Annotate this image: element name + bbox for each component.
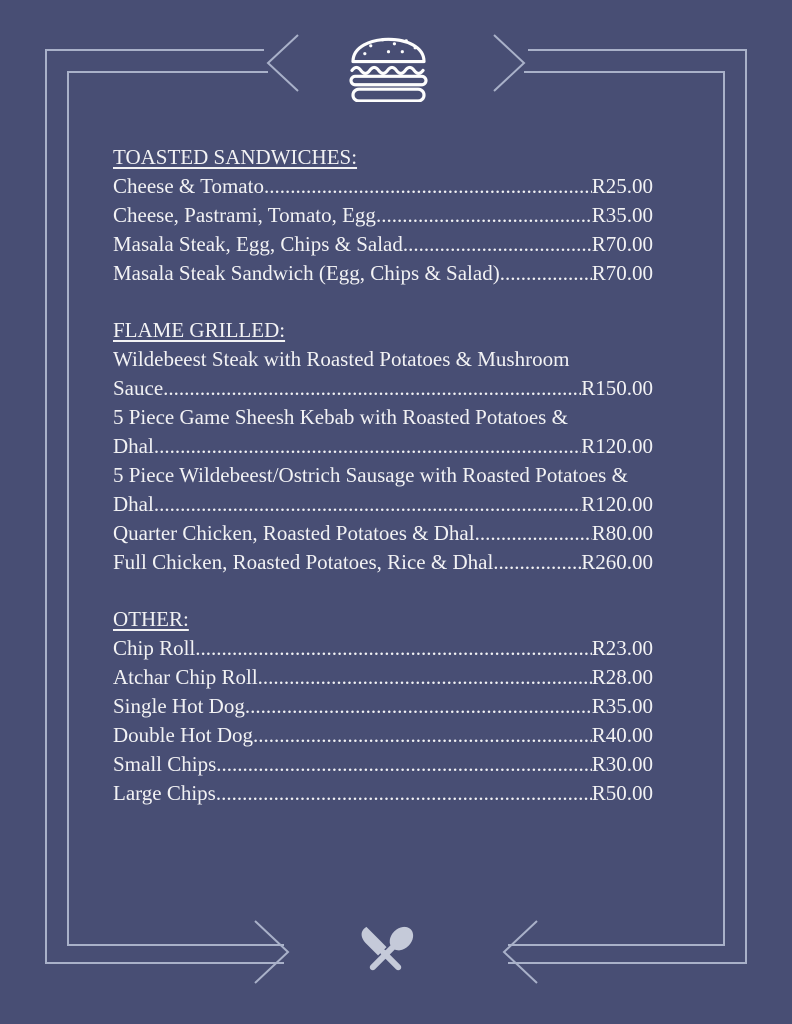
menu-item-row [113, 259, 653, 288]
dot-leader [154, 432, 581, 461]
menu-item-label: Dhal [113, 434, 154, 458]
menu-item-label: Sauce [113, 376, 164, 400]
menu-item-price: R35.00 [591, 694, 653, 718]
menu-item-label: Cheese & Tomato [113, 174, 264, 198]
menu-item-label: Masala Steak, Egg, Chips & Salad [113, 232, 403, 256]
menu-item-price: R30.00 [591, 752, 653, 776]
menu-item-price: R70.00 [591, 261, 653, 285]
knife-and-spoon-icon [348, 917, 423, 992]
spoon-icon [363, 922, 417, 976]
menu-item-row [113, 374, 653, 403]
menu-item-price: R28.00 [591, 665, 653, 689]
menu-section [113, 143, 653, 288]
menu-item-row [113, 519, 653, 548]
menu-item-label: Atchar Chip Roll [113, 665, 258, 689]
menu-item-price: R120.00 [581, 492, 653, 516]
menu-item-row [113, 461, 653, 490]
menu-item-row [113, 750, 653, 779]
menu-item-label: Wildebeest Steak with Roasted Potatoes & Mushroom [113, 347, 570, 371]
menu-item-row [113, 345, 653, 374]
menu-item-row [113, 634, 653, 663]
menu-item-price: R150.00 [581, 376, 653, 400]
menu-item-price: R50.00 [591, 781, 653, 805]
dot-leader [376, 201, 592, 230]
dot-leader [475, 519, 592, 548]
section-heading: OTHER: [113, 607, 189, 631]
menu-item-label: Small Chips [113, 752, 217, 776]
burger-icon [345, 29, 432, 102]
menu-item-row [113, 403, 653, 432]
menu-item-price: R23.00 [591, 636, 653, 660]
menu-item-price: R35.00 [591, 203, 653, 227]
section-heading: FLAME GRILLED: [113, 318, 286, 342]
menu-item-label: Dhal [113, 492, 154, 516]
menu-item-price: R70.00 [591, 232, 653, 256]
menu-item-row [113, 432, 653, 461]
menu-item-row [113, 721, 653, 750]
dot-leader [264, 172, 592, 201]
dot-leader [403, 230, 592, 259]
dot-leader [163, 374, 581, 403]
top-left-chevron-icon [268, 35, 298, 91]
menu-item-row [113, 663, 653, 692]
dot-leader [154, 490, 581, 519]
menu-item-row [113, 779, 653, 808]
menu-section [113, 316, 653, 577]
menu-item-label: Single Hot Dog [113, 694, 245, 718]
menu-section [113, 605, 653, 808]
menu-item-label: Full Chicken, Roasted Potatoes, Rice & Dhal [113, 550, 494, 574]
menu-item-label: Quarter Chicken, Roasted Potatoes & Dhal [113, 521, 475, 545]
menu-item-price: R80.00 [591, 521, 653, 545]
menu-item-row [113, 692, 653, 721]
menu-item-price: R25.00 [591, 174, 653, 198]
dot-leader [195, 634, 591, 663]
dot-leader [216, 779, 592, 808]
menu-item-row [113, 201, 653, 230]
menu-item-label: 5 Piece Game Sheesh Kebab with Roasted Potatoes & [113, 405, 568, 429]
menu-item-label: Cheese, Pastrami, Tomato, Egg [113, 203, 376, 227]
menu-item-label: Masala Steak Sandwich (Egg, Chips & Salad) [113, 261, 500, 285]
dot-leader [245, 692, 592, 721]
menu-item-label: Chip Roll [113, 636, 196, 660]
menu-item-price: R120.00 [581, 434, 653, 458]
dot-leader [216, 750, 591, 779]
menu-item-row [113, 172, 653, 201]
menu-item-label: Large Chips [113, 781, 216, 805]
dot-leader [493, 548, 581, 577]
menu-content [113, 143, 653, 808]
menu-item-row [113, 548, 653, 577]
dot-leader [500, 259, 592, 288]
menu-item-row [113, 230, 653, 259]
dot-leader [258, 663, 592, 692]
bottom-left-chevron-icon [255, 921, 288, 983]
bottom-right-chevron-icon [504, 921, 537, 983]
menu-item-label: Double Hot Dog [113, 723, 253, 747]
top-right-chevron-icon [494, 35, 524, 91]
menu-item-row [113, 490, 653, 519]
menu-item-price: R260.00 [581, 550, 653, 574]
dot-leader [253, 721, 592, 750]
section-heading: TOASTED SANDWICHES: [113, 145, 358, 169]
menu-item-label: 5 Piece Wildebeest/Ostrich Sausage with Roasted Potatoes & [113, 463, 628, 487]
menu-item-price: R40.00 [591, 723, 653, 747]
